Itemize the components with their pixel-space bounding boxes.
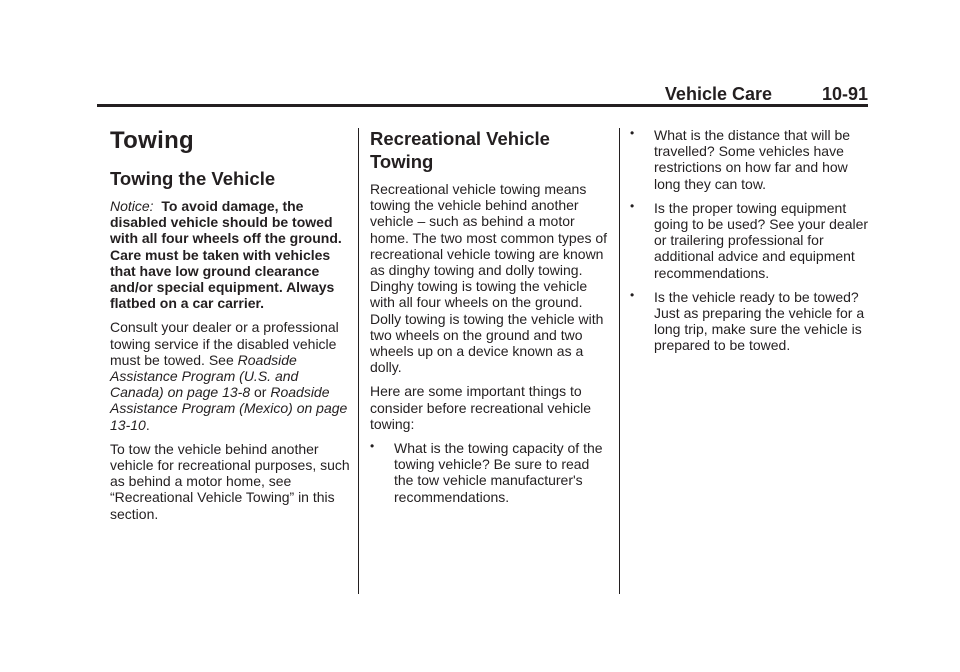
considerations-intro: Here are some important things to consider before recreational vehicle towing: — [370, 383, 592, 432]
roadside-reference-mexico[interactable]: Roadside Assistance Program (Mexico) on page 13-10 — [110, 384, 348, 433]
or-text: or — [254, 384, 267, 401]
column-1 — [110, 127, 350, 530]
consult-paragraph — [110, 319, 350, 432]
recreational-reference-paragraph: To tow the vehicle behind another vehicle for recreational purposes, such as behind a motor home, see “Recreational Vehicle Towing” in this section. — [110, 440, 350, 522]
section-title-recreational-vehicle-towing: Recreational Vehicle Towing — [370, 128, 550, 172]
chapter-title: Towing — [110, 127, 194, 154]
list-item — [630, 127, 870, 192]
column-divider-2 — [619, 128, 620, 594]
notice-paragraph — [110, 198, 350, 311]
column-3 — [630, 127, 870, 362]
list-item — [630, 289, 870, 354]
list-item-text: What is the distance that will be travelled? Some vehicles have restrictions on how far and how long they can tow. — [654, 127, 851, 192]
page-header — [97, 83, 868, 105]
considerations-list-part-1 — [370, 440, 610, 505]
bullet-icon: • — [370, 439, 375, 454]
list-item-text: What is the towing capacity of the towing vehicle? Be sure to read the tow vehicle manufacturer's recommendations. — [394, 440, 603, 505]
running-section-title: Vehicle Care — [664, 84, 772, 104]
list-item-text: Is the proper towing equipment going to be used? See your dealer or trailering professional for additional advice and equipment recommendations. — [654, 199, 869, 281]
notice-label: Notice: — [110, 198, 154, 214]
bullet-icon: • — [630, 287, 635, 302]
rv-towing-paragraph: Recreational vehicle towing means towing the vehicle behind another vehicle – such as behind a motor home. The two most common types of recreational vehicle towing are known as dinghy towing and dolly towing. Dinghy towing is towing the vehicle with all four wheels on the ground. Dolly towing is towing the vehicle with two wheels on the ground and two wheels up on a device known as a dolly. — [370, 181, 608, 376]
header-rule — [97, 104, 868, 107]
bullet-icon: • — [630, 198, 635, 213]
column-2 — [370, 127, 610, 513]
section-title-towing-the-vehicle: Towing the Vehicle — [110, 168, 276, 189]
consult-end: . — [145, 416, 150, 433]
notice-text: To avoid damage, the disabled vehicle should be towed with all four wheels off the ground. Care must be taken with vehicles that have low ground clearance and/or special equipment. Always flatbed on a car carrier. — [110, 198, 342, 312]
list-item-text: Is the vehicle ready to be towed? Just as preparing the vehicle for a long trip, make sure the vehicle is prepared to be towed. — [654, 288, 865, 354]
consult-text: Consult your dealer or a professional towing service if the disabled vehicle must be towed. See — [110, 319, 339, 368]
page-number: 10-91 — [821, 84, 868, 104]
bullet-icon: • — [630, 126, 635, 140]
list-item — [630, 200, 870, 281]
roadside-reference-us-canada[interactable]: Roadside Assistance Program (U.S. and Canada) on page 13-8 — [110, 351, 299, 401]
column-divider-1 — [358, 128, 359, 594]
considerations-list-part-2 — [630, 127, 870, 354]
list-item — [370, 440, 610, 505]
